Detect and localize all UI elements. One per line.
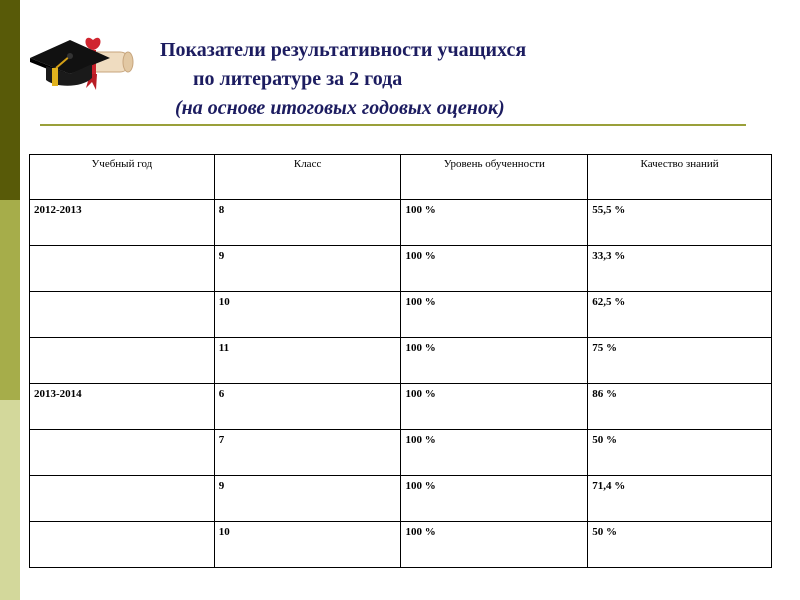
cell-year: 2013-2014: [30, 384, 215, 430]
title-line-2: по литературе за 2 года: [193, 68, 403, 90]
cell-grade: 8: [214, 200, 401, 246]
table-row: [30, 384, 772, 430]
cell-quality: 55,5 %: [588, 200, 772, 246]
title-line-3: (на основе итоговых годовых оценок): [175, 97, 505, 119]
sidebar-stripe-dark: [0, 0, 20, 200]
cell-level: 100 %: [401, 476, 588, 522]
cell-level: 100 %: [401, 430, 588, 476]
cell-quality: 75 %: [588, 338, 772, 384]
cell-quality: 62,5 %: [588, 292, 772, 338]
cell-grade: 10: [214, 292, 401, 338]
cell-level: 100 %: [401, 384, 588, 430]
cell-year: [30, 338, 215, 384]
cell-year: [30, 430, 215, 476]
cell-grade: 9: [214, 246, 401, 292]
cell-quality: 50 %: [588, 430, 772, 476]
title-line-1: Показатели результативности учащихся: [160, 39, 527, 61]
sidebar-stripe-mid: [0, 200, 20, 400]
cell-grade: 9: [214, 476, 401, 522]
table-header-row: [30, 155, 772, 200]
table-row: [30, 292, 772, 338]
cell-grade: 6: [214, 384, 401, 430]
cell-grade: 7: [214, 430, 401, 476]
cell-year: [30, 246, 215, 292]
header-grade: Класс: [214, 155, 401, 200]
cell-quality: 86 %: [588, 384, 772, 430]
sidebar-stripe-light: [0, 400, 20, 600]
graduation-cap-diploma-icon: [26, 18, 138, 106]
results-table: [29, 154, 772, 568]
cell-year: [30, 522, 215, 568]
table-row: [30, 476, 772, 522]
cell-quality: 71,4 %: [588, 476, 772, 522]
cell-level: 100 %: [401, 292, 588, 338]
cell-year: [30, 292, 215, 338]
table-row: [30, 200, 772, 246]
title-underline: [40, 124, 746, 126]
cell-grade: 11: [214, 338, 401, 384]
table-row: [30, 522, 772, 568]
cell-level: 100 %: [401, 522, 588, 568]
cell-quality: 33,3 %: [588, 246, 772, 292]
cell-level: 100 %: [401, 338, 588, 384]
header-school-year: Учебный год: [30, 155, 215, 200]
cell-grade: 10: [214, 522, 401, 568]
table-row: [30, 430, 772, 476]
table-row: [30, 338, 772, 384]
table-row: [30, 246, 772, 292]
cell-level: 100 %: [401, 200, 588, 246]
cell-quality: 50 %: [588, 522, 772, 568]
cell-level: 100 %: [401, 246, 588, 292]
cell-year: 2012-2013: [30, 200, 215, 246]
cell-year: [30, 476, 215, 522]
header-learning-level: Уровень обученности: [401, 155, 588, 200]
header-knowledge-quality: Качество знаний: [588, 155, 772, 200]
